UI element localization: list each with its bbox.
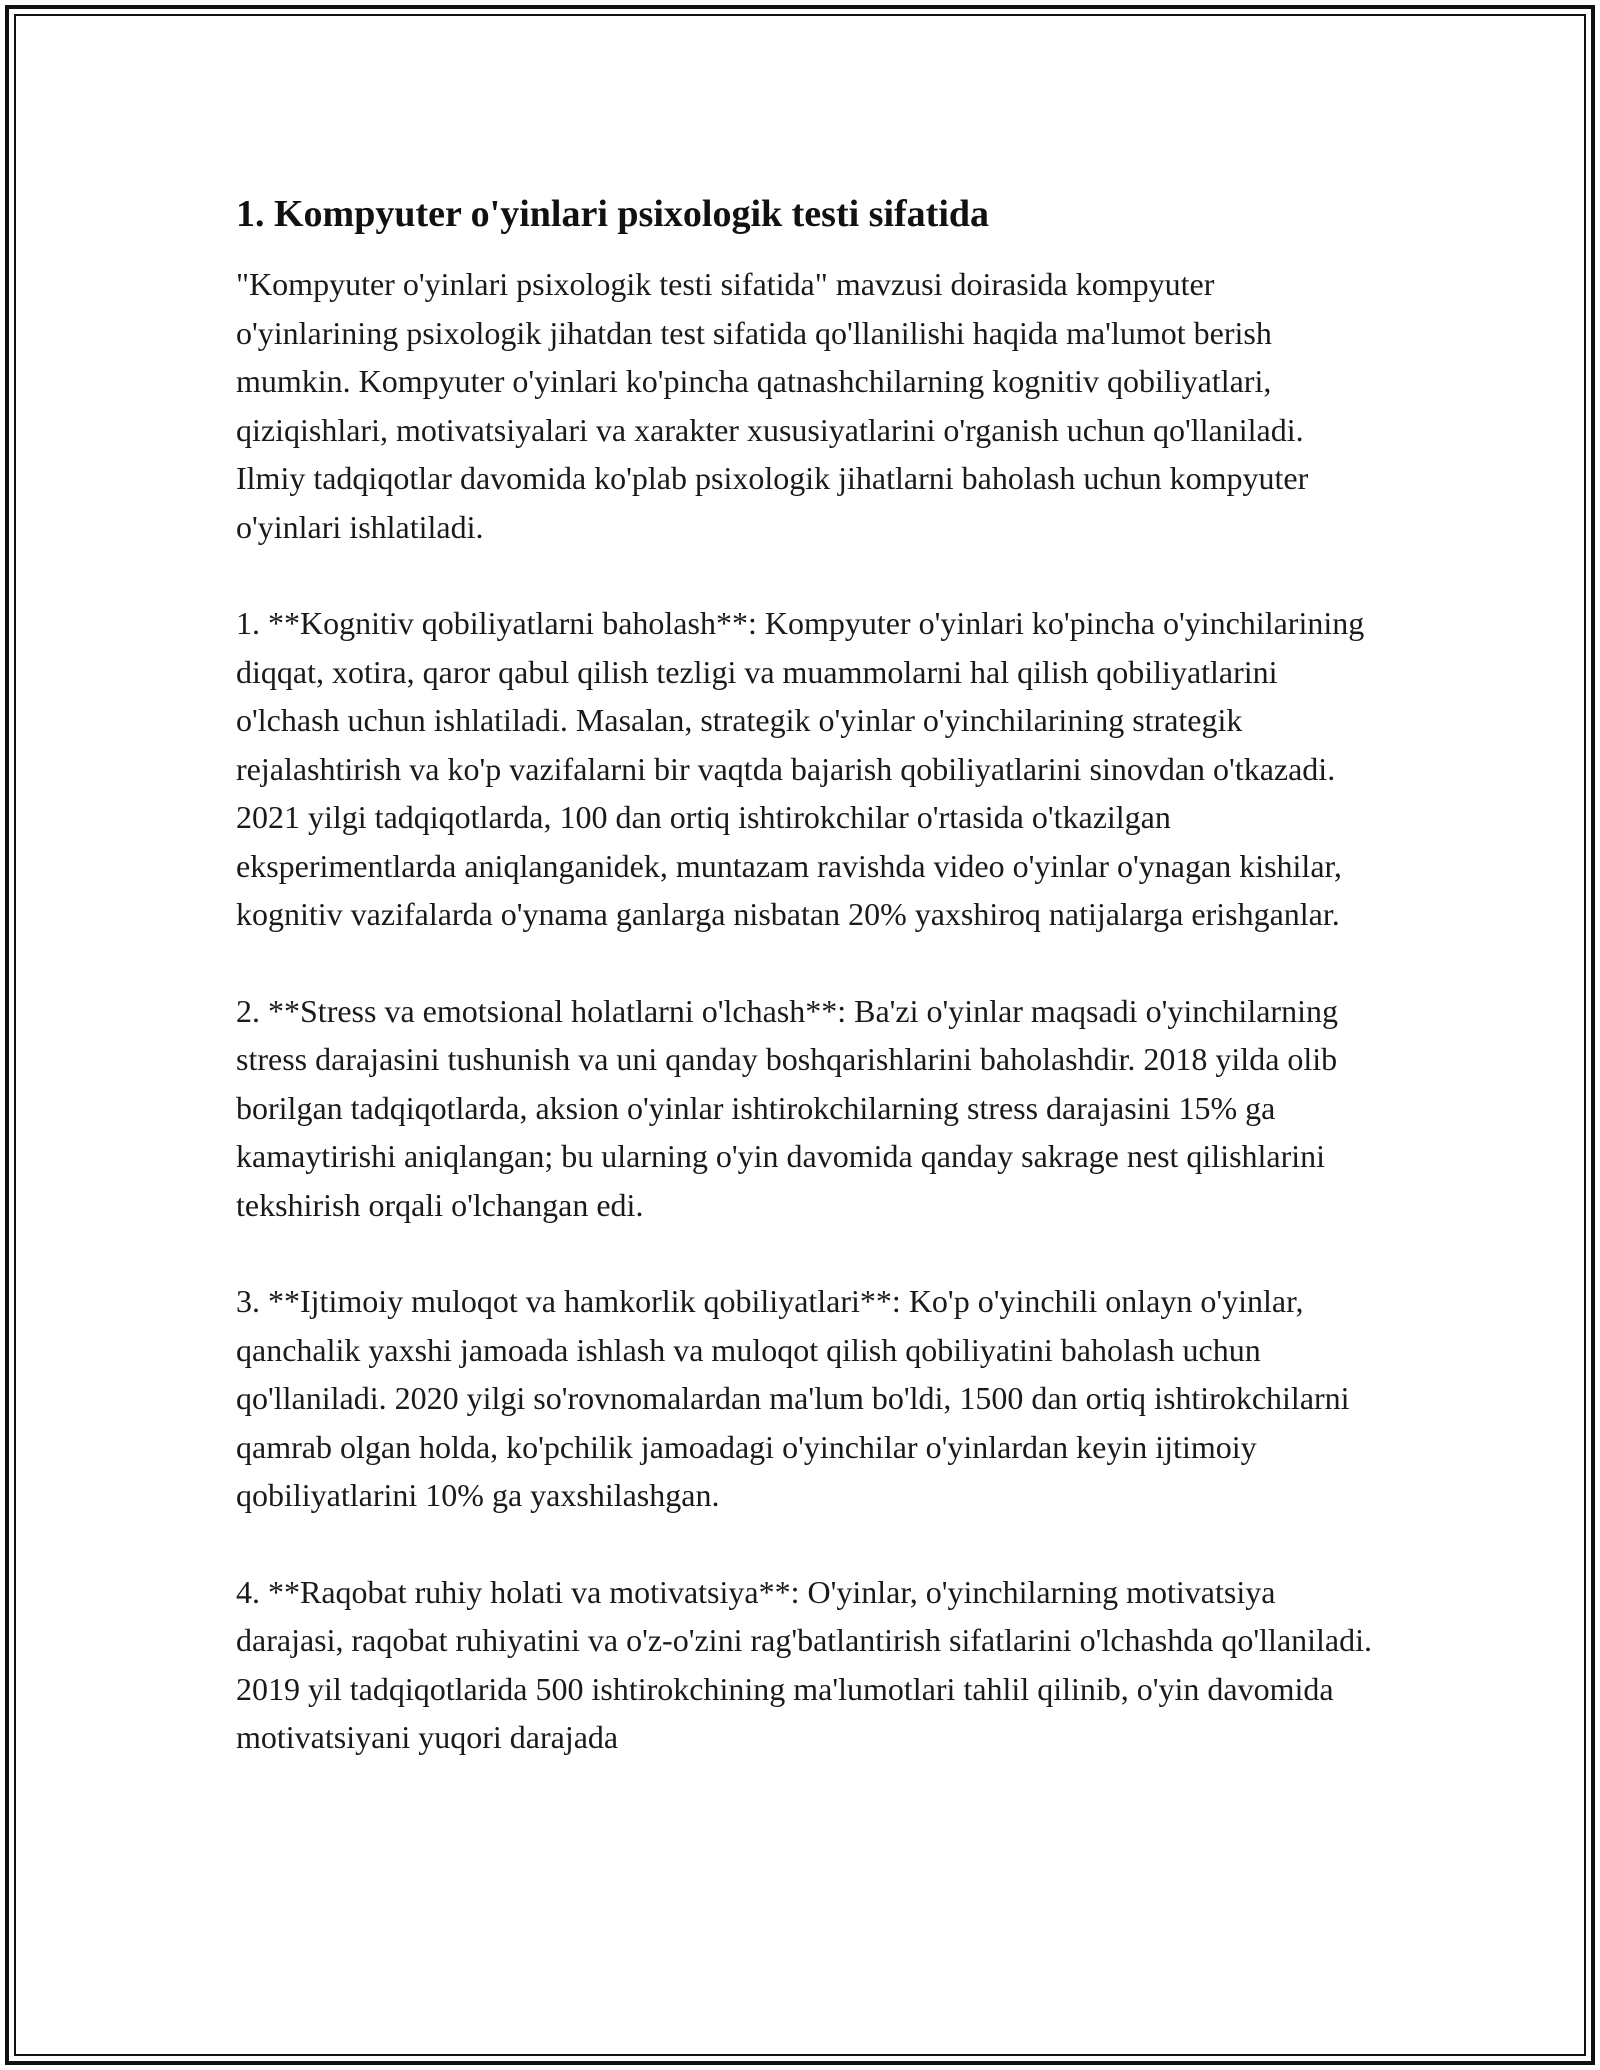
paragraph-stress-emotions: 2. **Stress va emotsional holatlarni o'lchash**: Ba'zi o'yinlar maqsadi o'yinchilarning stress darajasini tushunish va uni qanday boshqarishlarini baholashdir. 2018 yilda olib borilgan tadqiqotlarda, aksion o'yinlar ishtirokchilarning stress darajasini 15% ga kamaytirishi aniqlangan; bu ularning o'yin davomida qanday sakrage nest qilishlarini tekshirish orqali o'lchangan edi. <box>236 992 1338 1223</box>
paragraph-competition-motivation: 4. **Raqobat ruhiy holati va motivatsiya**: O'yinlar, o'yinchilarning motivatsiya darajasi, raqobat ruhiyatini va o'z-o'zini rag'batlantirish sifatlarini o'lchashda qo'llaniladi. 2019 yil tadqiqotlarida 500 ishtirokchining ma'lumotlari tahlil qilinib, o'yin davomida motivatsiyani yuqori darajada <box>236 1573 1373 1755</box>
intro-paragraph: "Kompyuter o'yinlari psixologik testi sifatida" mavzusi doirasida kompyuter o'yinlarining psixologik jihatdan test sifatida qo'llanilishi haqida ma'lumot berish mumkin. Kompyuter o'yinlari ko'pincha qatnashchilarning kognitiv qobiliyatlari, qiziqishlari, motivatsiyalari va xarakter xususiyatlarini o'rganish uchun qo'llaniladi. Ilmiy tadqiqotlar davomida ko'plab psixologik jihatlarni baholash uchun kompyuter o'yinlari ishlatiladi. <box>236 266 1309 545</box>
paragraph-cognitive-abilities: 1. **Kognitiv qobiliyatlarni baholash**: Kompyuter o'yinlari ko'pincha o'yinchilarining diqqat, xotira, qaror qabul qilish tezligi va muammolarni hal qilish qobiliyatlarini o'lchash uchun ishlatiladi. Masalan, strategik o'yinlar o'yinchilarining strategik rejalashtirish va ko'p vazifalarni bir vaqtda bajarish qobiliyatlarini sinovdan o'tkazadi. 2021 yilgi tadqiqotlarda, 100 dan ortiq ishtirokchilar o'rtasida o'tkazilgan eksperimentlarda aniqlanganidek, muntazam ravishda video o'yinlar o'ynagan kishilar, kognitiv vazifalarda o'ynama ganlarga nisbatan 20% yaxshiroq natijalarga erishganlar. <box>236 605 1365 932</box>
section-heading: 1. Kompyuter o'yinlari psixologik testi sifatida <box>236 193 990 235</box>
document-body <box>236 186 1376 1762</box>
paragraph-social-cooperation: 3. **Ijtimoiy muloqot va hamkorlik qobiliyatlari**: Ko'p o'yinchili onlayn o'yinlar, qanchalik yaxshi jamoada ishlash va muloqot qilish qobiliyatini baholash uchun qo'llaniladi. 2020 yilgi so'rovnomalardan ma'lum bo'ldi, 1500 dan ortiq ishtirokchilarni qamrab olgan holda, ko'pchilik jamoadagi o'yinchilar o'yinlardan keyin ijtimoiy qobiliyatlarini 10% ga yaxshilashgan. <box>236 1283 1350 1513</box>
